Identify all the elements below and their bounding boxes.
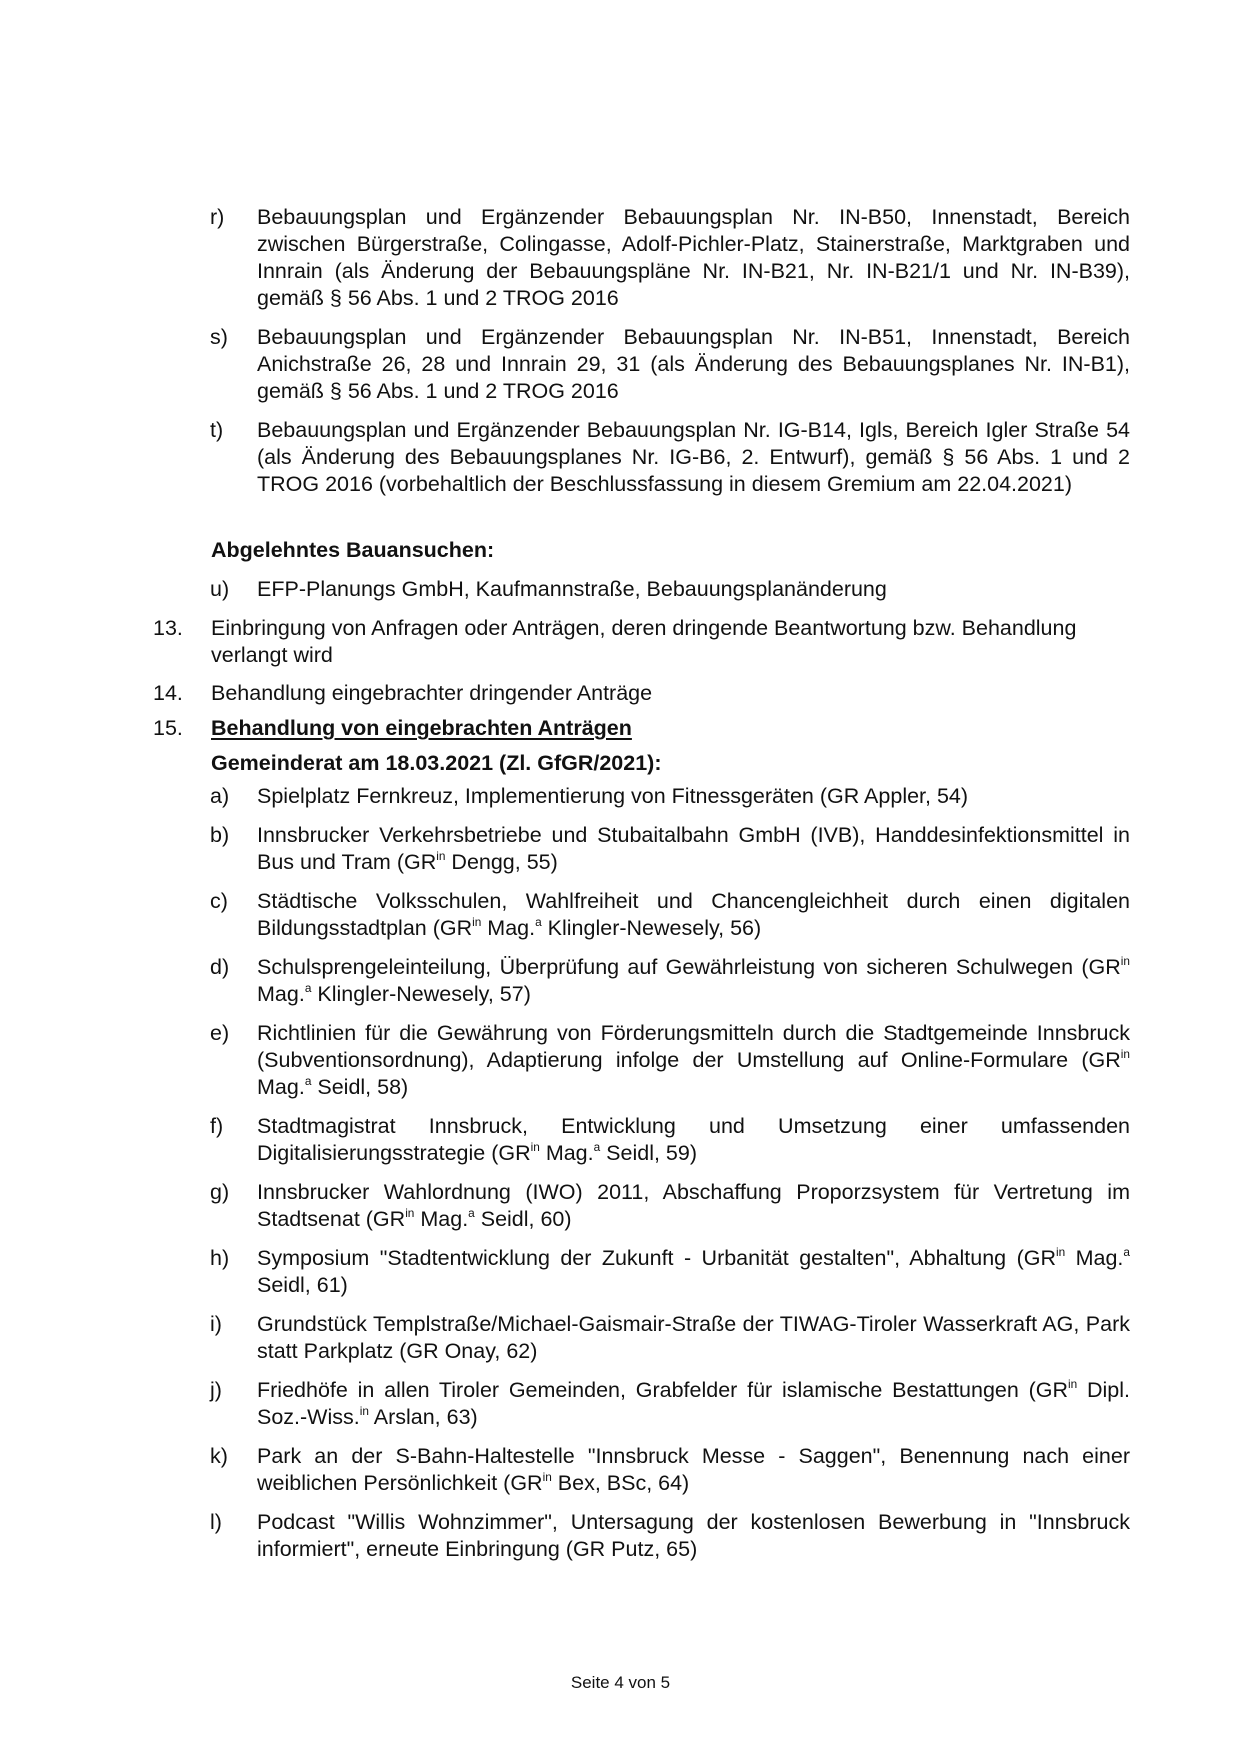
- list-text: Park an der S-Bahn-Haltestelle "Innsbruck Messe - Saggen", Benennung nach einer weiblichen Persönlichkeit ($GR^{in}$ Bex, BSc, 64): [257, 1444, 1130, 1495]
- list-item-t: [210, 417, 1130, 498]
- list-label: c): [210, 889, 228, 913]
- list-label: e): [210, 1021, 230, 1045]
- list-label: k): [210, 1444, 228, 1468]
- list-text: Innsbrucker Wahlordnung (IWO) 2011, Abschaffung Proporzsystem für Vertretung im Stadtsenat ($GR^{in}$ Mag.$^a$ Seidl, 60): [257, 1180, 1130, 1231]
- motion-d: [210, 954, 1130, 1008]
- list-text: Innsbrucker Verkehrsbetriebe und Stubaitalbahn GmbH (IVB), Handdesinfektionsmittel in Bus und Tram ($GR^{in}$ Dengg, 55): [257, 823, 1130, 874]
- motion-j: [210, 1377, 1131, 1431]
- numbered-label: 13.: [153, 616, 183, 640]
- list-label: t): [210, 418, 224, 442]
- numbered-text: Behandlung eingebrachter dringender Anträge: [211, 681, 653, 705]
- motion-f: [210, 1113, 1130, 1167]
- motion-h: [210, 1245, 1130, 1299]
- motion-i: [210, 1311, 1130, 1365]
- list-text: Bebauungsplan und Ergänzender Bebauungsplan Nr. IG-B14, Igls, Bereich Igler Straße 54 (als Änderung des Bebauungsplanes Nr. IG-B6, 2. Entwurf), gemäß § 56 Abs. 1 und 2 TROG 2016 (vorbehaltlich der Beschlussfassung in diesem Gremium am 22.04.2021): [257, 418, 1130, 496]
- list-label: b): [210, 823, 230, 847]
- list-label: i): [210, 1312, 222, 1336]
- motion-b: [210, 822, 1130, 876]
- list-label: a): [210, 784, 230, 808]
- motion-l: [210, 1509, 1130, 1563]
- list-label: j): [210, 1378, 222, 1402]
- heading-session: Gemeinderat am 18.03.2021 (Zl. GfGR/2021):: [211, 751, 662, 775]
- list-label: s): [210, 325, 228, 349]
- motion-c: [210, 888, 1130, 942]
- list-text: Spielplatz Fernkreuz, Implementierung von Fitnessgeräten (GR Appler, 54): [257, 784, 969, 808]
- list-text: EFP-Planungs GmbH, Kaufmannstraße, Bebauungsplanänderung: [257, 577, 887, 601]
- list-item-r: [210, 204, 1130, 312]
- motion-a: [210, 783, 1130, 810]
- list-label: u): [210, 577, 230, 601]
- list-label: d): [210, 955, 230, 979]
- list-label: r): [210, 205, 225, 229]
- list-text: Schulsprengeleinteilung, Überprüfung auf Gewährleistung von sicheren Schulwegen ($GR^{in}$ Mag.$^a$ Klingler-Newesely, 57): [257, 954, 1130, 1006]
- motion-g: [210, 1179, 1130, 1233]
- list-item-u: [210, 576, 1130, 603]
- list-text: Richtlinien für die Gewährung von Förderungsmitteln durch die Stadtgemeinde Innsbruck (Subventionsordnung), Adaptierung infolge der Umstellung auf Online-Formulare ($GR^{in}$ Mag.$^a$ Seidl, 58): [257, 1021, 1130, 1099]
- list-text: Städtische Volksschulen, Wahlfreiheit und Chancengleichheit durch einen digitalen Bildungsstadtplan ($GR^{in}$ Mag.$^a$ Klingler-Newesely, 56): [257, 889, 1130, 940]
- list-label: f): [210, 1114, 224, 1138]
- numbered-item-15: [153, 715, 1130, 742]
- list-label: g): [210, 1180, 230, 1204]
- numbered-label: 14.: [153, 681, 183, 705]
- section-title: Behandlung von eingebrachten Anträgen: [211, 716, 632, 740]
- list-label: l): [210, 1510, 222, 1534]
- list-item-s: [210, 324, 1130, 405]
- numbered-item-14: [153, 680, 1130, 707]
- list-text: Symposium "Stadtentwicklung der Zukunft - Urbanität gestalten", Abhaltung ($GR^{in}$ Mag.$^a$ Seidl, 61): [257, 1245, 1130, 1297]
- motion-e: [210, 1020, 1130, 1101]
- list-text: Friedhöfe in allen Tiroler Gemeinden, Grabfelder für islamische Bestattungen ($GR^{in}$ Dipl. Soz.-Wiss.$^{in}$ Arslan, 63): [257, 1377, 1131, 1429]
- heading-rejected: Abgelehntes Bauansuchen:: [211, 538, 495, 562]
- list-text: Podcast "Willis Wohnzimmer", Untersagung der kostenlosen Bewerbung in "Innsbruck informiert", erneute Einbringung (GR Putz, 65): [257, 1510, 1130, 1561]
- list-text: Stadtmagistrat Innsbruck, Entwicklung und Umsetzung einer umfassenden Digitalisierungsstrategie ($GR^{in}$ Mag.$^a$ Seidl, 59): [257, 1114, 1130, 1165]
- numbered-label: 15.: [153, 716, 183, 740]
- list-text: Bebauungsplan und Ergänzender Bebauungsplan Nr. IN-B50, Innenstadt, Bereich zwischen Bürgerstraße, Colingasse, Adolf-Pichler-Platz, Stainerstraße, Marktgraben und Innrain (als Änderung der Bebauungspläne Nr. IN-B21, Nr. IN-B21/1 und Nr. IN-B39), gemäß § 56 Abs. 1 und 2 TROG 2016: [257, 205, 1130, 310]
- numbered-item-13: [153, 615, 1130, 669]
- motion-k: [210, 1443, 1130, 1497]
- list-label: h): [210, 1246, 230, 1270]
- list-text: Grundstück Templstraße/Michael-Gaismair-Straße der TIWAG-Tiroler Wasserkraft AG, Park statt Parkplatz (GR Onay, 62): [257, 1312, 1130, 1363]
- numbered-text: Einbringung von Anfragen oder Anträgen, deren dringende Beantwortung bzw. Behandlung verlangt wird: [211, 616, 1077, 667]
- page-footer: Seite 4 von 5: [570, 1673, 671, 1692]
- list-text: Bebauungsplan und Ergänzender Bebauungsplan Nr. IN-B51, Innenstadt, Bereich Anichstraße 26, 28 und Innrain 29, 31 (als Änderung des Bebauungsplanes Nr. IN-B1), gemäß § 56 Abs. 1 und 2 TROG 2016: [257, 325, 1130, 403]
